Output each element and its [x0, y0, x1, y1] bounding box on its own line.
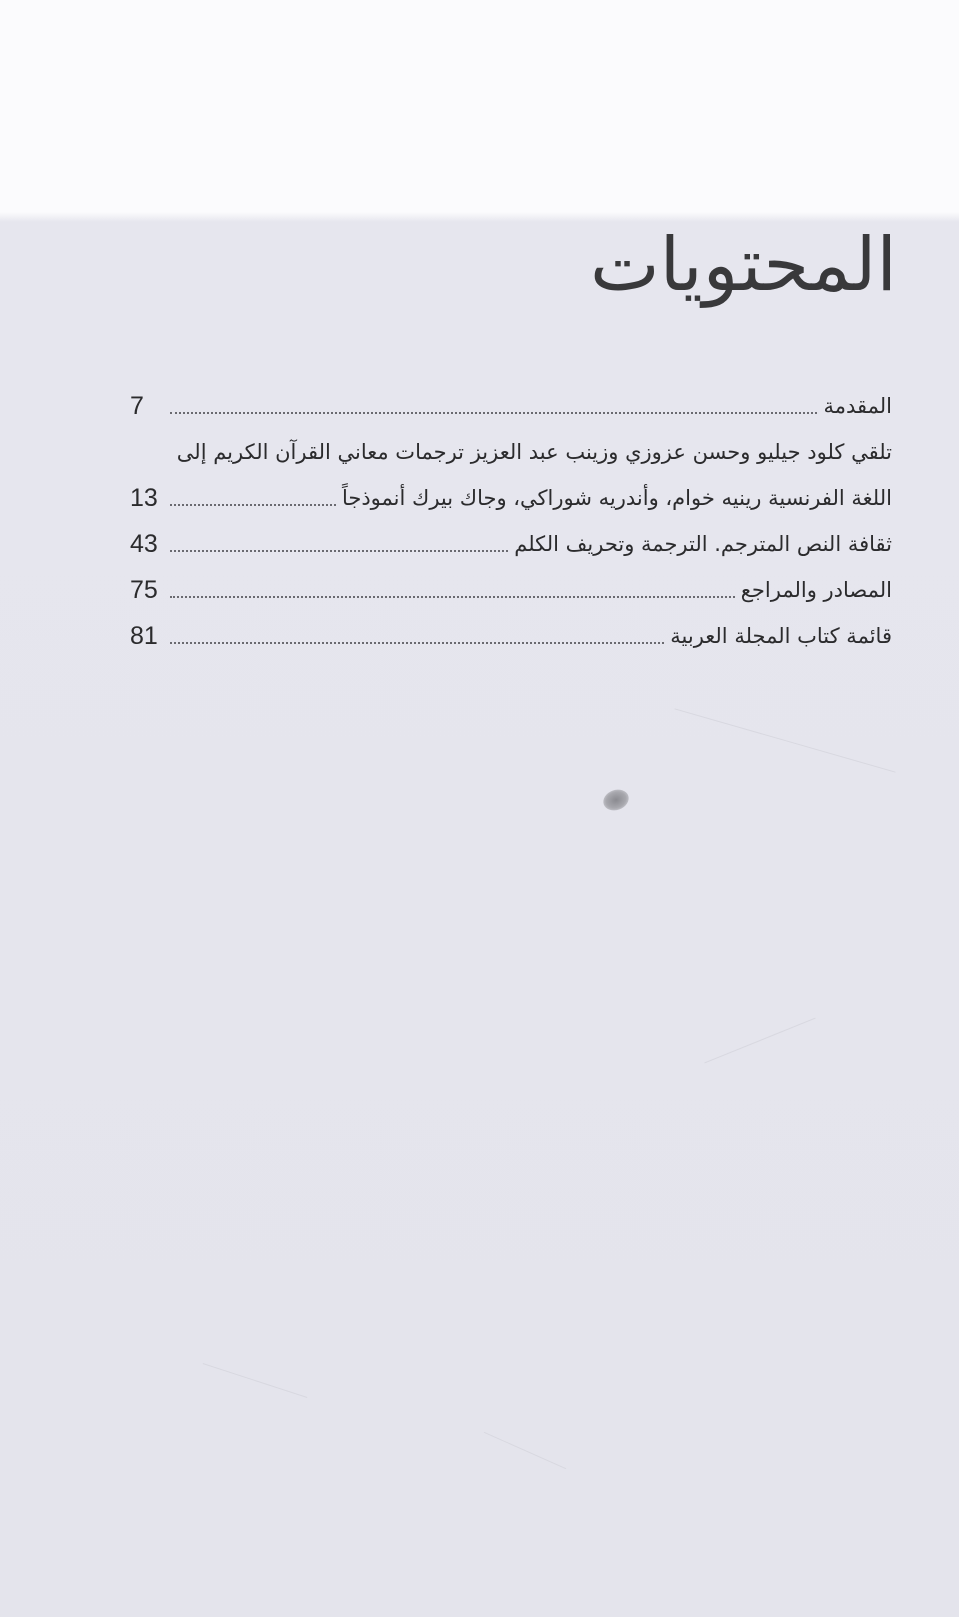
toc-entry-title: ثقافة النص المترجم. الترجمة وتحريف الكلم: [514, 532, 892, 556]
toc-entry-page: 43: [130, 530, 158, 558]
toc-entry-title: المصادر والمراجع: [740, 578, 892, 602]
paper-scuff: [704, 1018, 816, 1064]
toc-entry-reception-first-line[interactable]: [130, 426, 892, 472]
table-of-contents: [130, 380, 892, 656]
toc-entry-page: 75: [130, 576, 158, 604]
dot-leader: [170, 642, 664, 644]
paper-scuff: [484, 1432, 567, 1470]
toc-entry-title: المقدمة: [823, 394, 892, 418]
dot-leader: [170, 550, 508, 552]
toc-entry-sources-references[interactable]: [130, 564, 892, 610]
dot-leader: [170, 504, 336, 506]
page-title: المحتويات: [589, 221, 897, 308]
toc-entry-translated-text-culture[interactable]: [130, 518, 892, 564]
paper-scuff: [203, 1363, 308, 1398]
dot-leader: [170, 596, 735, 598]
toc-entry-introduction[interactable]: [130, 380, 892, 426]
toc-entry-title-line1: تلقي كلود جيليو وحسن عزوزي وزينب عبد العزيز ترجمات معاني القرآن الكريم إلى: [176, 440, 892, 464]
toc-entry-title-line2: اللغة الفرنسية رينيه خوام، وأندريه شوراكي، وجاك بيرك أنموذجاً: [341, 486, 892, 510]
toc-entry-reception-second-line[interactable]: [130, 472, 892, 518]
toc-entry-page: 7: [130, 392, 144, 420]
dot-leader: [170, 412, 817, 414]
paper-scuff: [674, 708, 895, 772]
toc-entry-page: 13: [130, 484, 158, 512]
toc-entry-title: قائمة كتاب المجلة العربية: [670, 624, 892, 648]
toc-entry-book-list[interactable]: [130, 610, 892, 656]
toc-entry-page: 81: [130, 622, 158, 650]
ink-spot: [600, 786, 631, 814]
